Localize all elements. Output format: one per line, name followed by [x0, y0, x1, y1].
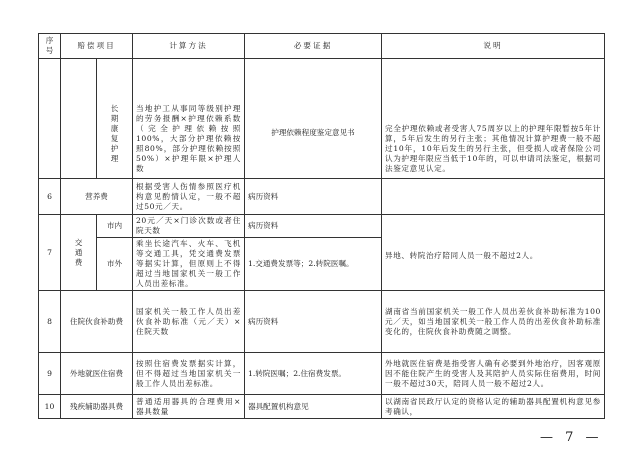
page-number: — 7 — [540, 430, 603, 445]
row-lodging-item: 外地就医住宿费 [61, 353, 133, 395]
row-transport-note: 异地、转院治疗陪同人员一般不超过2人。 [382, 215, 605, 291]
header-method: 计算方法 [133, 34, 245, 59]
row-transport-sub-city: 市内 [97, 215, 133, 238]
row-lodging-method: 按照住宿费发票据实计算，但不得超过当地国家机关一般工作人员出差标准。 [133, 353, 245, 395]
row-lodging [39, 353, 605, 395]
row-meal-subsidy-item: 住院伙食补助费 [61, 291, 133, 353]
row-nutrition [39, 179, 605, 215]
row-long-term-care-evidence: 护理依赖程度鉴定意见书 [245, 59, 382, 179]
row-meal-subsidy [39, 291, 605, 353]
row-nutrition-evidence: 病历资料 [245, 179, 382, 215]
row-long-term-care-item [61, 59, 97, 179]
row-meal-subsidy-note: 湖南省当前国家机关一般工作人员出差伙食补助标准为100元／天，如当地国家机关一般工作人员的出差伙食补助标准变化的，住院伙食补助费随之调整。 [382, 291, 605, 353]
row-lodging-no: 9 [39, 353, 61, 395]
row-assistive-devices-method: 普通适用器具的合理费用×器具数量 [133, 395, 245, 419]
row-meal-subsidy-no: 8 [39, 291, 61, 353]
row-nutrition-method: 根据受害人伤情参照医疗机构意见酌情认定，一般不超过50元／天。 [133, 179, 245, 215]
header-row [39, 34, 605, 59]
row-transport-evidence-out: 1.交通费发票等；2.转院医嘱。 [245, 238, 382, 291]
row-long-term-care-no [39, 59, 61, 179]
row-transport-evidence-city: 病历资料 [245, 215, 382, 238]
row-assistive-devices-item: 残疾辅助器具费 [61, 395, 133, 419]
row-transport-method-city: 20元／天×门诊次数或者住院天数 [133, 215, 245, 238]
row-assistive-devices-evidence: 器具配置机构意见 [245, 395, 382, 419]
header-evidence: 必要证据 [245, 34, 382, 59]
row-transport-item: 交通费 [61, 215, 97, 291]
row-assistive-devices-no: 10 [39, 395, 61, 419]
row-long-term-care-sub: 长期康复护理 [97, 59, 133, 179]
header-note: 说明 [382, 34, 605, 59]
row-meal-subsidy-method: 国家机关一般工作人员出差伙食补助标准（元／天）×住院天数 [133, 291, 245, 353]
header-seq: 序号 [39, 34, 61, 59]
row-long-term-care [39, 59, 605, 179]
row-nutrition-no: 6 [39, 179, 61, 215]
row-long-term-care-note: 完全护理依赖或者受害人75周岁以上的护理年限暂按5年计算，5年后发生的另行主张；其他情况计算护理费一般不超过10年，10年后发生的另行主张，但受损人或者保险公司认为护理年限应当低于10年的，可以申请司法鉴定，根据司法鉴定意见认定。 [382, 59, 605, 179]
row-lodging-note: 外地就医住宿费是指受害人确有必要到外地治疗，因客观原因不能住院产生的受害人及其陪护人员实际住宿费用，时间一般不超过30天，陪同人员一般不超过2人。 [382, 353, 605, 395]
row-assistive-devices [39, 395, 605, 419]
row-transport-no: 7 [39, 215, 61, 291]
row-lodging-evidence: 1.转院医嘱；2.住宿费发票。 [245, 353, 382, 395]
row-nutrition-note [382, 179, 605, 215]
row-nutrition-item: 营养费 [61, 179, 133, 215]
header-item: 赔偿项目 [61, 34, 133, 59]
row-meal-subsidy-evidence: 病历资料 [245, 291, 382, 353]
row-long-term-care-method: 当地护工从事同等级别护理的劳务报酬×护理依赖系数（完全护理依赖按照100%，大部分护理依赖按照80%，部分护理依赖按照50%）×护理年限×护理人数 [133, 59, 245, 179]
compensation-table [38, 33, 605, 419]
row-transport-sub-out: 市外 [97, 238, 133, 291]
row-assistive-devices-note: 以湖南省民政厅认定的资格认定的辅助器具配置机构意见参考确认， [382, 395, 605, 419]
row-transport-method-out: 乘坐长途汽车、火车、飞机等交通工具，凭交通费发票等据实计算，但原则上不得超过当地国家机关一般工作人员出差标准。 [133, 238, 245, 291]
row-transport-city [39, 215, 605, 238]
